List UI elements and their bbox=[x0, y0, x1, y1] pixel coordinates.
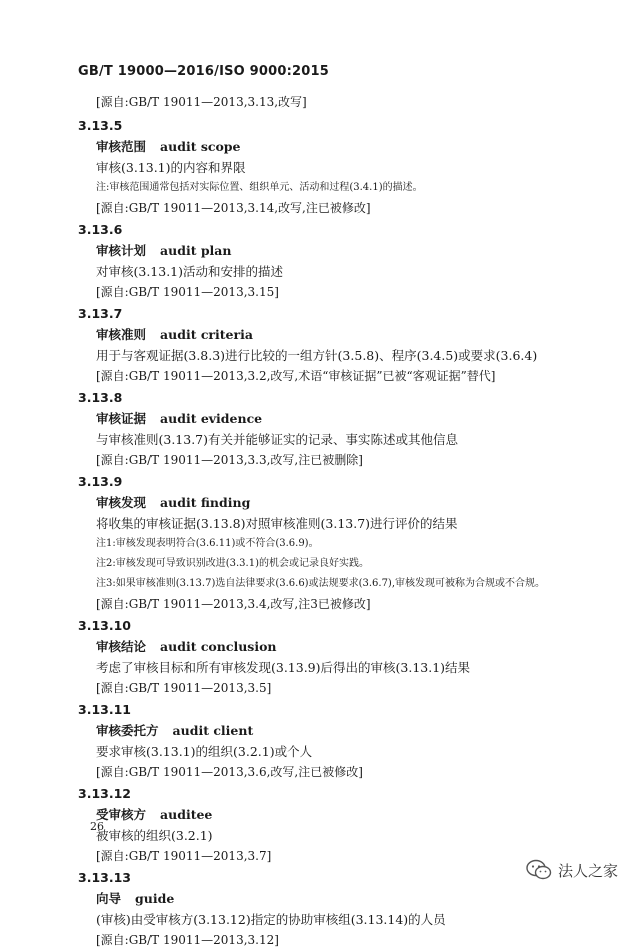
term-english: guide bbox=[135, 891, 175, 906]
entry-definition: (审核)由受审核方(3.13.12)指定的协助审核组(3.13.14)的人员 bbox=[96, 912, 446, 927]
entry-definition: 被审核的组织(3.2.1) bbox=[96, 828, 213, 843]
entry-term bbox=[96, 136, 640, 157]
term-chinese: 审核证据 bbox=[96, 411, 147, 426]
term-english: audit criteria bbox=[160, 327, 253, 342]
entry-term bbox=[96, 636, 640, 657]
entry-definition: 将收集的审核证据(3.13.8)对照审核准则(3.13.7)进行评价的结果 bbox=[96, 516, 458, 531]
entry-number: 3.13.6 bbox=[78, 222, 123, 237]
entry-definition: 与审核准则(3.13.7)有关并能够证实的记录、事实陈述或其他信息 bbox=[96, 432, 459, 447]
term-chinese: 审核准则 bbox=[96, 327, 147, 342]
standard-header: GB/T 19000—2016/ISO 9000:2015 bbox=[78, 64, 330, 79]
entry-definition: 考虑了审核目标和所有审核发现(3.13.9)后得出的审核(3.13.1)结果 bbox=[96, 660, 471, 675]
term-english: audit plan bbox=[160, 243, 232, 258]
entry-definition: 要求审核(3.13.1)的组织(3.2.1)或个人 bbox=[96, 744, 313, 759]
entry-number: 3.13.8 bbox=[78, 390, 123, 405]
watermark bbox=[526, 859, 618, 881]
term-entry bbox=[0, 115, 640, 219]
entry-note: 注:审核范围通常包括对实际位置、组织单元、活动和过程(3.4.1)的描述。 bbox=[96, 182, 423, 193]
entry-note: 注1:审核发现表明符合(3.6.11)或不符合(3.6.9)。 bbox=[96, 538, 319, 549]
term-chinese: 受审核方 bbox=[96, 807, 147, 822]
watermark-text: 法人之家 bbox=[557, 861, 618, 880]
term-chinese: 审核委托方 bbox=[96, 723, 159, 738]
entry-note: 注2:审核发现可导致识别改进(3.3.1)的机会或记录良好实践。 bbox=[96, 558, 369, 569]
term-entry bbox=[0, 615, 640, 699]
entry-number: 3.13.9 bbox=[78, 474, 123, 489]
entry-term bbox=[96, 324, 640, 345]
entry-number: 3.13.12 bbox=[78, 786, 131, 801]
entry-note: 注3:如果审核准则(3.13.7)选自法律要求(3.6.6)或法规要求(3.6.7),审核发现可被称为合规或不合规。 bbox=[96, 578, 546, 589]
term-entry bbox=[0, 219, 640, 303]
entry-number: 3.13.7 bbox=[78, 306, 123, 321]
entry-number: 3.13.11 bbox=[78, 702, 131, 717]
term-entry bbox=[0, 699, 640, 783]
entry-source: [源自:GB/T 19011—2013,3.5] bbox=[96, 681, 272, 695]
term-entry bbox=[0, 471, 640, 615]
entry-source: [源自:GB/T 19011—2013,3.4,改写,注3已被修改] bbox=[96, 597, 371, 611]
term-entry bbox=[0, 387, 640, 471]
entry-term bbox=[96, 240, 640, 261]
entry-number: 3.13.10 bbox=[78, 618, 131, 633]
entry-term bbox=[96, 408, 640, 429]
wechat-icon bbox=[526, 859, 552, 881]
entry-source: [源自:GB/T 19011—2013,3.2,改写,术语“审核证据”已被“客观证据”替代] bbox=[96, 369, 496, 383]
term-english: audit evidence bbox=[160, 411, 263, 426]
entry-term bbox=[96, 804, 640, 825]
term-english: audit finding bbox=[160, 495, 251, 510]
entry-definition: 审核(3.13.1)的内容和界限 bbox=[96, 160, 246, 175]
term-english: audit client bbox=[172, 723, 254, 738]
entry-definition: 用于与客观证据(3.8.3)进行比较的一组方针(3.5.8)、程序(3.4.5)或要求(3.6.4) bbox=[96, 348, 538, 363]
term-english: audit conclusion bbox=[160, 639, 277, 654]
entry-definition: 对审核(3.13.1)活动和安排的描述 bbox=[96, 264, 284, 279]
top-source-note: [源自:GB/T 19011—2013,3.13,改写] bbox=[96, 95, 307, 109]
term-chinese: 审核计划 bbox=[96, 243, 147, 258]
entry-number: 3.13.13 bbox=[78, 870, 131, 885]
entry-source: [源自:GB/T 19011—2013,3.15] bbox=[96, 285, 279, 299]
entry-term bbox=[96, 492, 640, 513]
entry-term bbox=[96, 720, 640, 741]
entry-source: [源自:GB/T 19011—2013,3.12] bbox=[96, 933, 279, 947]
entry-source: [源自:GB/T 19011—2013,3.7] bbox=[96, 849, 272, 863]
page-number: 26 bbox=[90, 820, 104, 833]
term-chinese: 审核发现 bbox=[96, 495, 147, 510]
entry-number: 3.13.5 bbox=[78, 118, 123, 133]
term-chinese: 审核结论 bbox=[96, 639, 147, 654]
term-entry bbox=[0, 303, 640, 387]
term-english: audit scope bbox=[160, 139, 241, 154]
entry-source: [源自:GB/T 19011—2013,3.14,改写,注已被修改] bbox=[96, 201, 371, 215]
entry-source: [源自:GB/T 19011—2013,3.3,改写,注已被删除] bbox=[96, 453, 363, 467]
term-chinese: 向导 bbox=[96, 891, 122, 906]
term-english: auditee bbox=[160, 807, 213, 822]
entry-source: [源自:GB/T 19011—2013,3.6,改写,注已被修改] bbox=[96, 765, 363, 779]
term-chinese: 审核范围 bbox=[96, 139, 147, 154]
